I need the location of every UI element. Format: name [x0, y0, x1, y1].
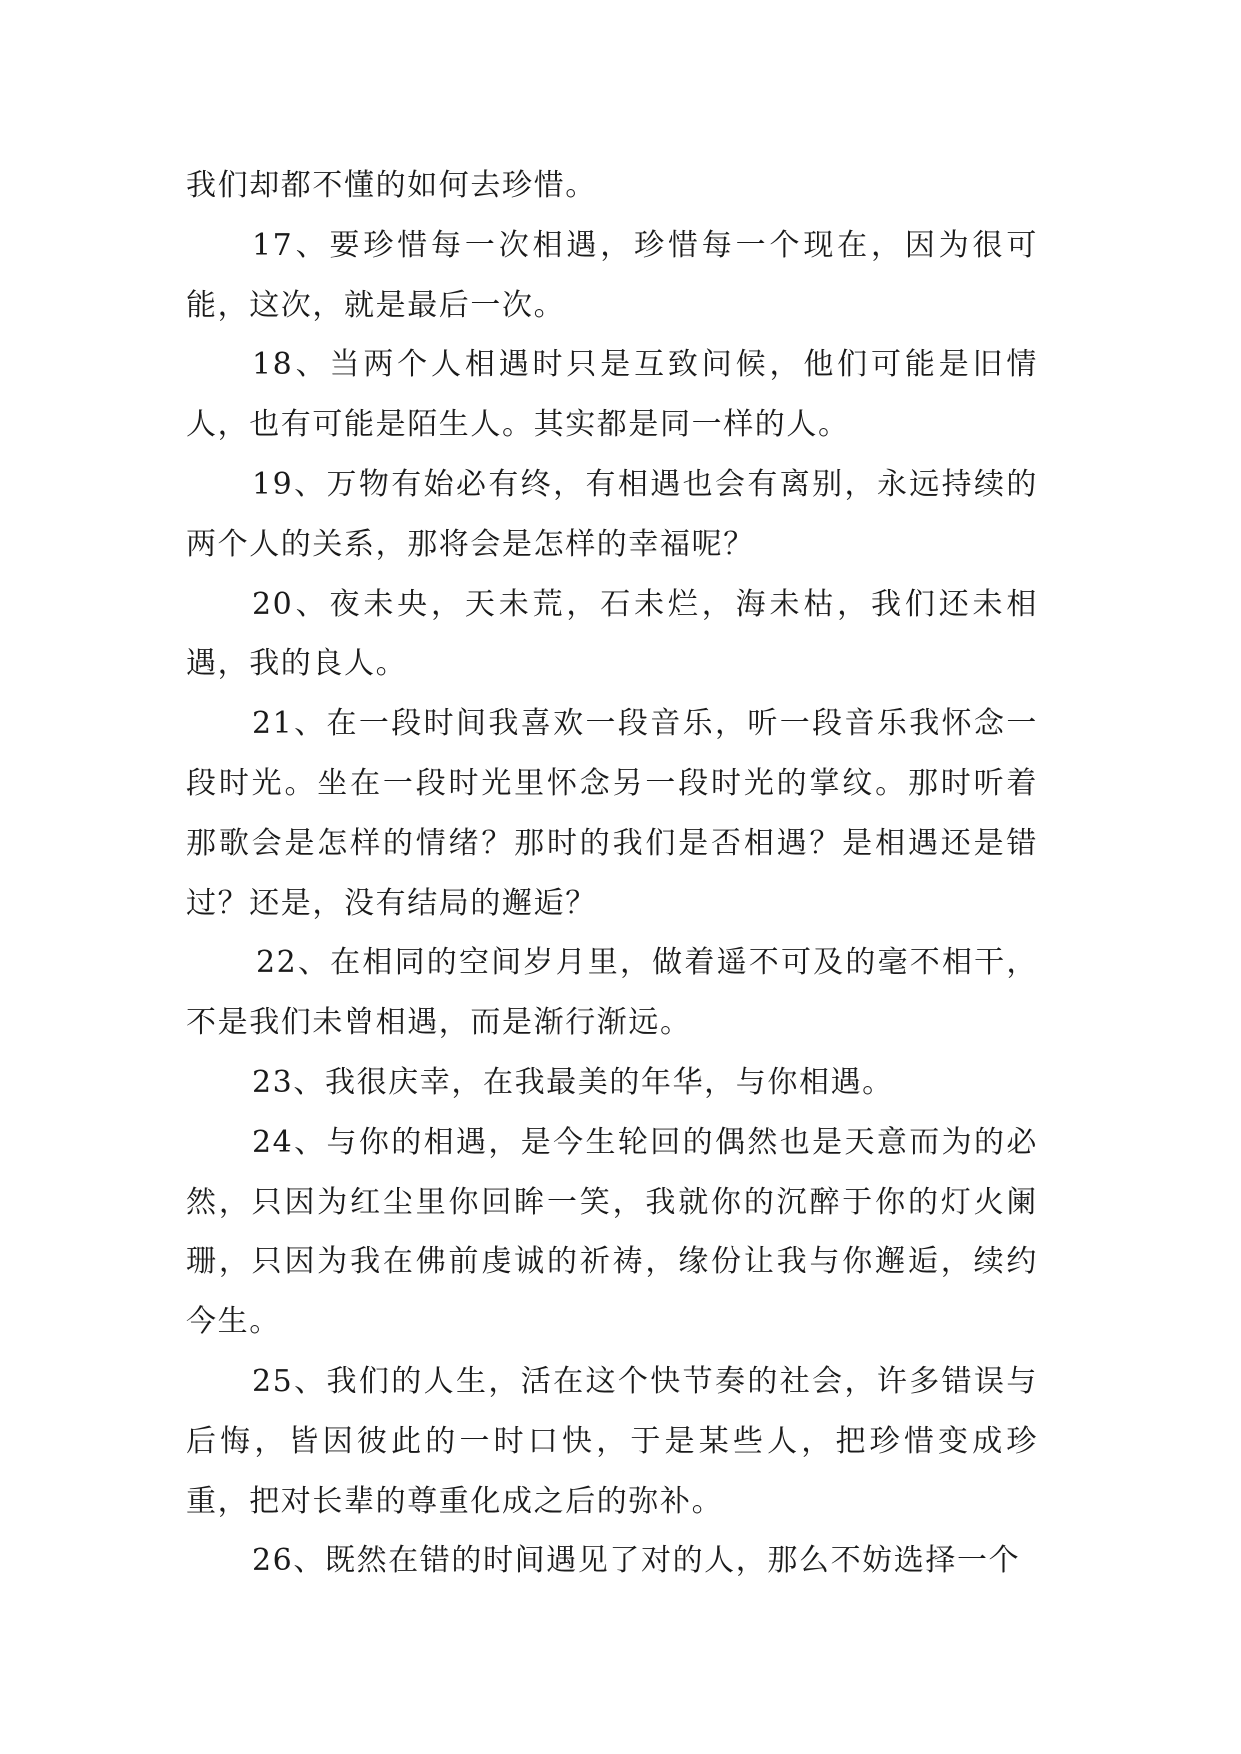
paragraph-continuation: 我们却都不懂的如何去珍惜。 — [186, 168, 597, 203]
paragraph-21: 21、在一段时间我喜欢一段音乐，听一段音乐我怀念一段时光。坐在一段时光里怀念另一段时光的掌纹。那时听着那歌会是怎样的情绪？那时的我们是否相遇？是相遇还是错过？还是，没有结局的邂逅？ — [186, 706, 1038, 921]
document-body — [186, 156, 1038, 1591]
paragraph-25: 25、我们的人生，活在这个快节奏的社会，许多错误与后悔，皆因彼此的一时口快，于是某些人，把珍惜变成珍重，把对长辈的尊重化成之后的弥补。 — [186, 1363, 1038, 1519]
paragraph-24: 24、与你的相遇，是今生轮回的偶然也是天意而为的必然，只因为红尘里你回眸一笑，我就你的沉醉于你的灯火阑珊，只因为我在佛前虔诚的祈祷，缘份让我与你邂逅，续约今生。 — [186, 1124, 1038, 1340]
paragraph-19: 19、万物有始必有终，有相遇也会有离别，永远持续的两个人的关系，那将会是怎样的幸福呢？ — [186, 466, 1038, 562]
paragraph-22: 22、在相同的空间岁月里，做着遥不可及的毫不相干，不是我们未曾相遇，而是渐行渐远。 — [186, 945, 1038, 1041]
paragraph-18: 18、当两个人相遇时只是互致问候，他们可能是旧情人，也有可能是陌生人。其实都是同一样的人。 — [186, 347, 1038, 443]
paragraph-20: 20、夜未央，天未荒，石未烂，海未枯，我们还未相遇，我的良人。 — [186, 586, 1038, 682]
paragraph-23: 23、我很庆幸，在我最美的年华，与你相遇。 — [252, 1064, 894, 1100]
paragraph-26: 26、既然在错的时间遇见了对的人，那么不妨选择一个 — [252, 1543, 1021, 1579]
paragraph-17: 17、要珍惜每一次相遇，珍惜每一个现在，因为很可能，这次，就是最后一次。 — [186, 227, 1038, 323]
